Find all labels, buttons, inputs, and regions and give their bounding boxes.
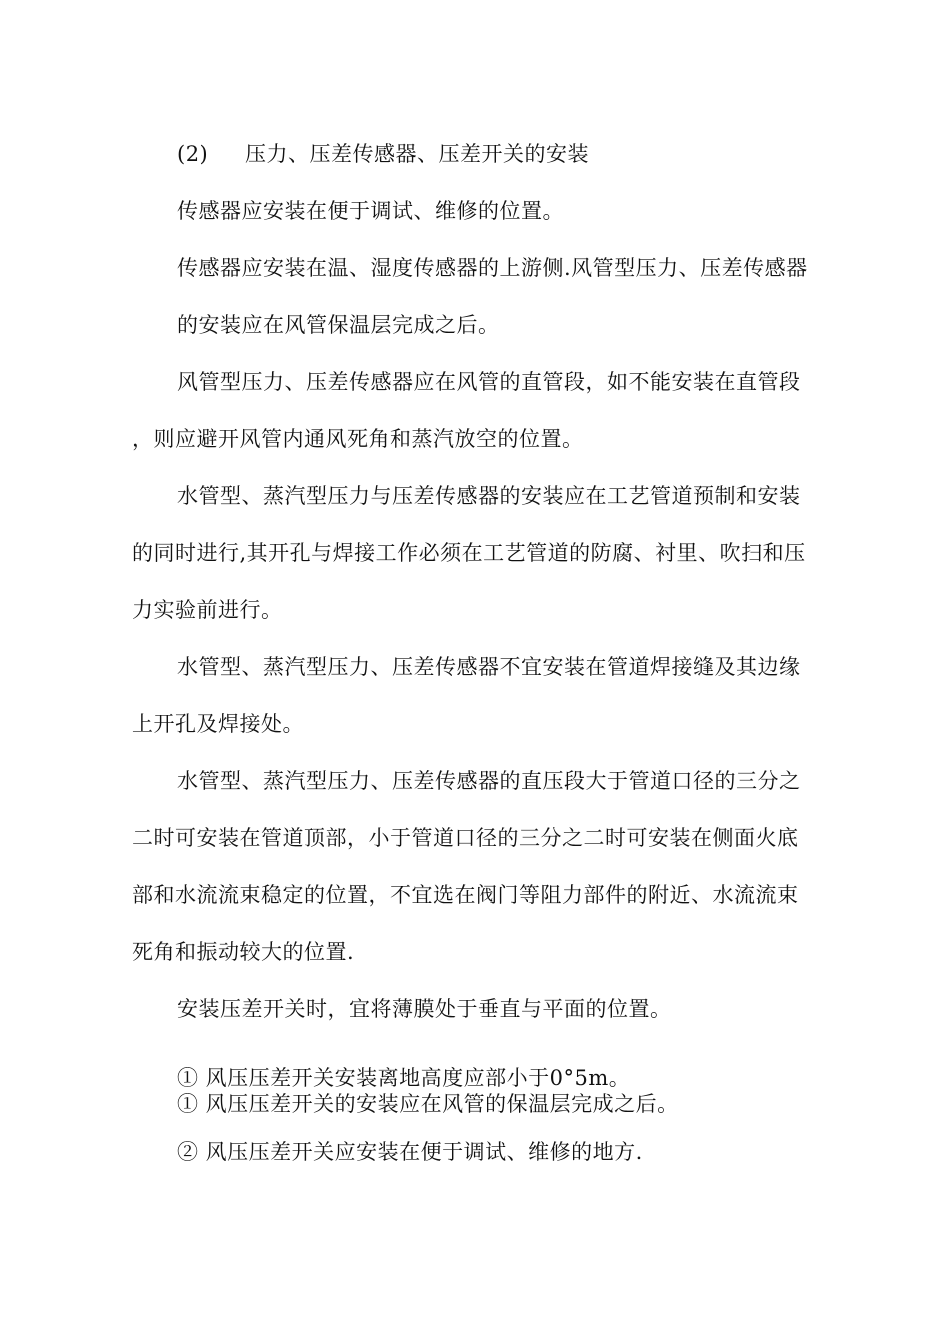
list-item: ① 风压压差开关的安装应在风管的保温层完成之后。 bbox=[177, 1092, 679, 1116]
section-title: 压力、压差传感器、压差开关的安装 bbox=[245, 142, 589, 166]
list-item: ① 风压压差开关安装离地高度应部小于0°5m。 bbox=[177, 1066, 631, 1090]
paragraph-line: 安装压差开关时，宜将薄膜处于垂直与平面的位置。 bbox=[177, 997, 672, 1021]
paragraph-line: 二时可安装在管道顶部，小于管道口径的三分之二时可安装在侧面火底 bbox=[132, 826, 799, 850]
paragraph-line: 传感器应安装在便于调试、维修的位置。 bbox=[177, 199, 564, 223]
paragraph-line: 部和水流流束稳定的位置，不宜选在阀门等阻力部件的附近、水流流束 bbox=[132, 883, 799, 907]
paragraph-line: 传感器应安装在温、湿度传感器的上游侧.风管型压力、压差传感器 bbox=[177, 256, 808, 280]
paragraph-line: 水管型、蒸汽型压力、压差传感器的直压段大于管道口径的三分之 bbox=[177, 769, 801, 793]
list-item: ② 风压压差开关应安装在便于调试、维修的地方. bbox=[177, 1140, 643, 1164]
paragraph-line: 的同时进行,其开孔与焊接工作必须在工艺管道的防腐、衬里、吹扫和压 bbox=[132, 541, 806, 565]
paragraph-line: 水管型、蒸汽型压力与压差传感器的安装应在工艺管道预制和安装 bbox=[177, 484, 801, 508]
paragraph-line: 死角和振动较大的位置. bbox=[132, 940, 355, 964]
paragraph-line: 力实验前进行。 bbox=[132, 598, 283, 622]
section-number: (2) bbox=[177, 142, 209, 166]
paragraph-line: 的安装应在风管保温层完成之后。 bbox=[177, 313, 500, 337]
paragraph-line: 风管型压力、压差传感器应在风管的直管段，如不能安装在直管段 bbox=[177, 370, 801, 394]
paragraph-line: 上开孔及焊接处。 bbox=[132, 712, 304, 736]
paragraph-line: 水管型、蒸汽型压力、压差传感器不宜安装在管道焊接缝及其边缘 bbox=[177, 655, 801, 679]
section-heading bbox=[177, 140, 897, 168]
paragraph-line: ，则应避开风管内通风死角和蒸汽放空的位置。 bbox=[132, 427, 584, 451]
